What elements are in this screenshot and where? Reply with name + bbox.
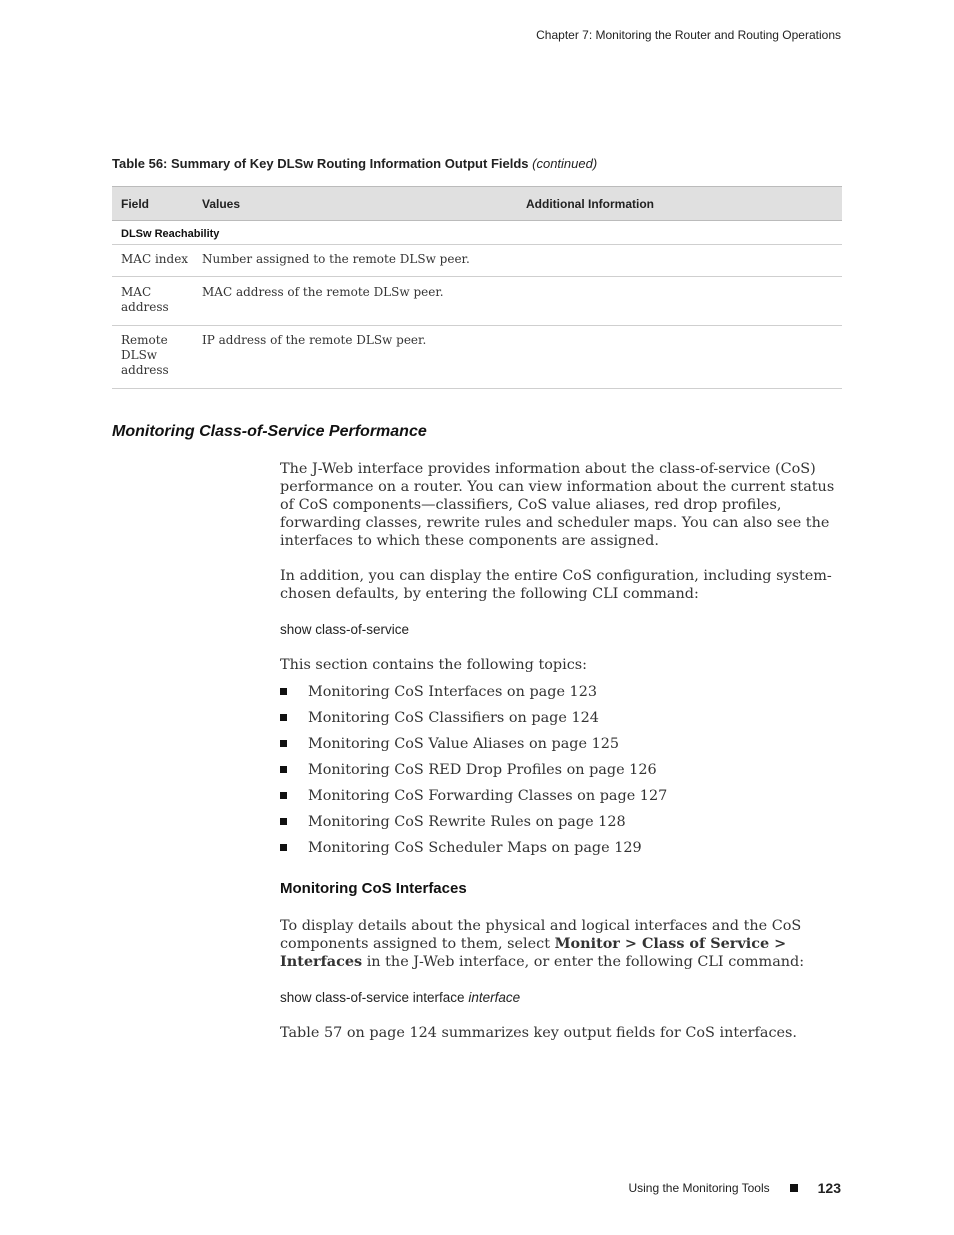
values-cell: MAC address of the remote DLSw peer.: [193, 277, 517, 326]
values-cell: Number assigned to the remote DLSw peer.: [193, 245, 517, 277]
column-header-field: Field: [112, 187, 193, 221]
intro-paragraph: The J-Web interface provides information about the class-of-service (CoS) performance on a router. You can view information about the current status of CoS components—classifiers, CoS value aliases, red drop profiles, forwarding classes, rewrite rules and scheduler maps. You can also see the interfaces to which these components are assigned.: [280, 461, 835, 549]
table-caption-title: Table 56: Summary of Key DLSw Routing Information Output Fields: [112, 156, 529, 171]
list-item[interactable]: Monitoring CoS Classifiers on page 124: [280, 709, 667, 735]
bullet-icon: [280, 792, 287, 799]
topics-list: [280, 683, 667, 865]
column-header-values: Values: [193, 187, 517, 221]
list-item[interactable]: Monitoring CoS RED Drop Profiles on page 126: [280, 761, 667, 787]
interface-command: show class-of-service interface interface: [280, 990, 521, 1005]
table-header-row: [112, 187, 842, 221]
footer-label: Using the Monitoring Tools: [628, 1181, 770, 1195]
footer-square-icon: [790, 1184, 798, 1192]
topics-intro: This section contains the following topics:: [280, 657, 587, 673]
additional-cell: [517, 245, 842, 277]
interfaces-paragraph: To display details about the physical and logical interfaces and the CoS components assigned to them, select Monitor > Class of Service > Interfaces in the J-Web interface, or enter the following CLI command:: [280, 918, 805, 970]
dlsw-output-fields-table: [112, 186, 842, 389]
bullet-icon: [280, 844, 287, 851]
table-group-row: [112, 221, 842, 245]
additional-cell: [517, 326, 842, 389]
cli-paragraph: In addition, you can display the entire CoS configuration, including system-chosen defaults, by entering the following CLI command:: [280, 568, 832, 602]
column-header-additional: Additional Information: [517, 187, 842, 221]
menu-path: Monitor > Class of Service > Interfaces: [280, 935, 787, 970]
subsection-heading: Monitoring CoS Interfaces: [280, 880, 467, 897]
page-number: 123: [817, 1180, 841, 1196]
field-cell: MAC address: [112, 277, 193, 326]
field-cell: Remote DLSw address: [112, 326, 193, 389]
cli-command: show class-of-service: [280, 622, 410, 637]
page-footer: [628, 1180, 841, 1196]
table-caption: [112, 156, 597, 171]
list-item[interactable]: Monitoring CoS Interfaces on page 123: [280, 683, 667, 709]
bullet-icon: [280, 740, 287, 747]
section-heading: Monitoring Class-of-Service Performance: [112, 423, 427, 440]
bullet-icon: [280, 766, 287, 773]
bullet-icon: [280, 818, 287, 825]
summary-paragraph: Table 57 on page 124 summarizes key output fields for CoS interfaces.: [280, 1025, 797, 1041]
additional-cell: [517, 277, 842, 326]
bullet-icon: [280, 714, 287, 721]
list-item[interactable]: Monitoring CoS Value Aliases on page 125: [280, 735, 667, 761]
table-row: [112, 277, 842, 326]
list-item[interactable]: Monitoring CoS Forwarding Classes on page 127: [280, 787, 667, 813]
table-row: [112, 245, 842, 277]
list-item[interactable]: Monitoring CoS Scheduler Maps on page 129: [280, 839, 667, 865]
values-cell: IP address of the remote DLSw peer.: [193, 326, 517, 389]
bullet-icon: [280, 688, 287, 695]
group-label: DLSw Reachability: [112, 221, 842, 245]
list-item[interactable]: Monitoring CoS Rewrite Rules on page 128: [280, 813, 667, 839]
running-header: Chapter 7: Monitoring the Router and Routing Operations: [536, 28, 841, 42]
table-row: [112, 326, 842, 389]
table-caption-suffix: (continued): [532, 156, 598, 171]
field-cell: MAC index: [112, 245, 193, 277]
command-argument: interface: [468, 990, 521, 1005]
